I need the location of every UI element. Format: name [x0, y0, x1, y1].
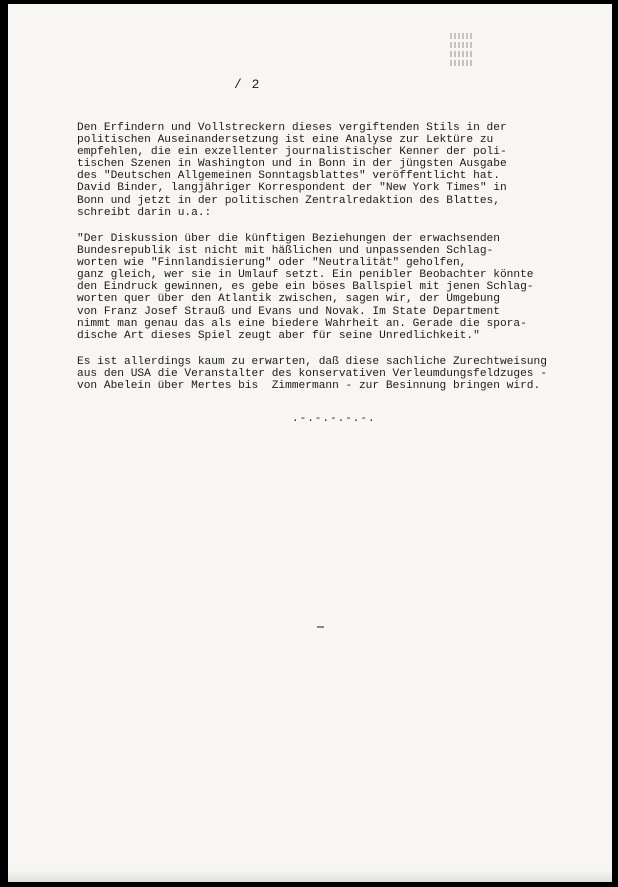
- text-line: tischen Szenen in Washington und in Bonn in der jüngsten Ausgabe: [77, 158, 507, 171]
- text-line: nimmt man genau das als eine biedere Wahrheit an. Gerade die spora-: [77, 317, 527, 330]
- document-page: [8, 4, 612, 882]
- archive-stamp-icon: [450, 30, 478, 72]
- text-line: von Franz Josef Strauß und Evans und Novak. Im State Department: [77, 305, 500, 318]
- page-bottom-edge: [8, 870, 612, 882]
- text-line: schreibt darin u.a.:: [77, 206, 212, 219]
- text-line: worten wie "Finnlandisierung" oder "Neutralität" geholfen,: [77, 257, 467, 270]
- page-number: / 2: [234, 77, 261, 92]
- text-line: dische Art dieses Spiel zeugt aber für seine Unredlichkeit.": [77, 329, 480, 342]
- paragraph-intro: [77, 122, 547, 219]
- text-line: Bonn und jetzt in der politischen Zentralredaktion des Blattes,: [77, 194, 500, 207]
- text-line: David Binder, langjähriger Korrespondent der "New York Times" in: [77, 182, 507, 195]
- text-line: Den Erfindern und Vollstreckern dieses vergiftenden Stils in der: [77, 122, 507, 134]
- text-line: Bundesrepublik ist nicht mit häßlichen und unpassenden Schlag-: [77, 245, 494, 258]
- text-line: politischen Auseinandersetzung ist eine Analyse zur Lektüre zu: [77, 134, 494, 147]
- paragraph-quote: [77, 233, 547, 342]
- end-separator: .-.-.-.-.-.: [292, 413, 376, 425]
- stray-mark: [317, 626, 324, 628]
- text-line: des "Deutschen Allgemeinen Sonntagsblattes" veröffentlicht hat.: [77, 170, 500, 183]
- text-line: empfehlen, die ein exzellenter journalistischer Kenner der poli-: [77, 146, 507, 159]
- paragraph-conclusion: [77, 356, 547, 392]
- text-line: den Eindruck gewinnen, es gebe ein böses Ballspiel mit jenen Schlag-: [77, 281, 534, 294]
- text-line: ganz gleich, wer sie in Umlauf setzt. Ein penibler Beobachter könnte: [77, 269, 534, 282]
- text-line: Es ist allerdings kaum zu erwarten, daß diese sachliche Zurechtweisung: [77, 356, 547, 368]
- text-line: "Der Diskussion über die künftigen Beziehungen der erwachsenden: [77, 233, 500, 245]
- text-line: worten quer über den Atlantik zwischen, sagen wir, der Umgebung: [77, 293, 500, 306]
- text-line: aus den USA die Veranstalter des konservativen Verleumdungsfeldzuges -: [77, 368, 547, 381]
- text-line: von Abelein über Mertes bis Zimmermann - zur Besinnung bringen wird.: [77, 380, 541, 393]
